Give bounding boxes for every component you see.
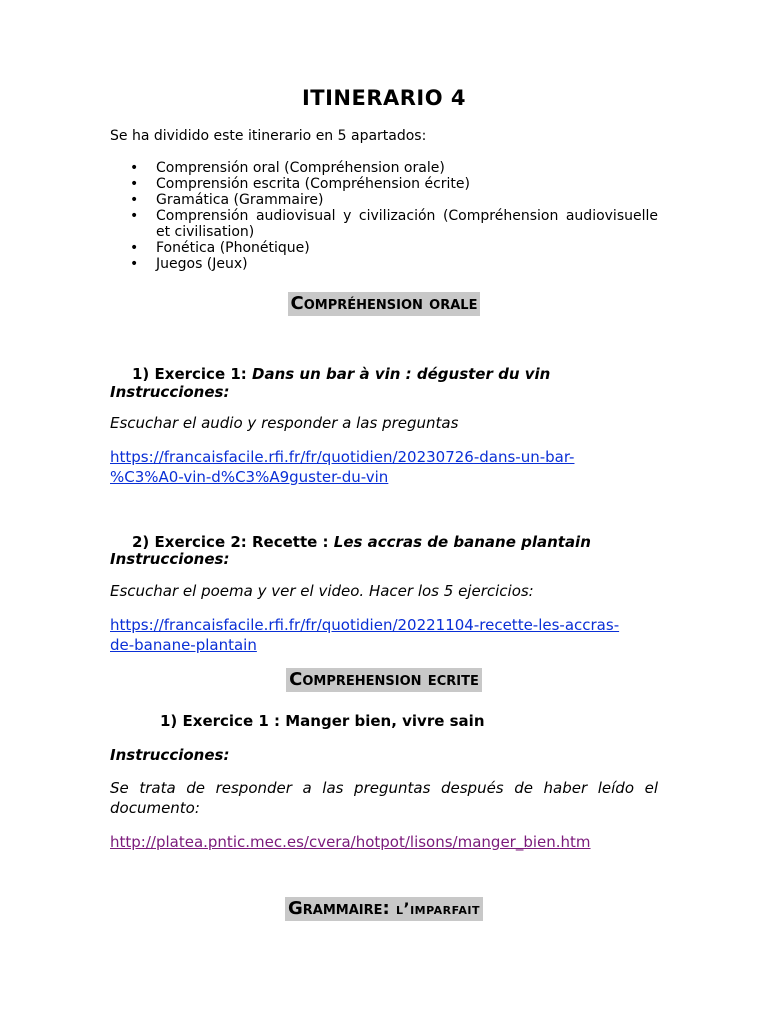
exercise-1-title: 1) Exercice 1 : Manger bien, vivre sain [160, 712, 485, 730]
page-title: ITINERARIO 4 [301, 86, 467, 110]
instructions-label: Instrucciones: [110, 746, 230, 764]
list-item: • Comprensión oral (Compréhension orale) [110, 160, 658, 176]
instructions-label: Instrucciones: [110, 550, 230, 568]
instructions-label: Instrucciones: [110, 383, 230, 401]
exercise-1-link[interactable]: https://francaisfacile.rfi.fr/fr/quotidien/20230726-dans-un-bar- %C3%A0-vin-d%C3%A9guster-du-vin [110, 448, 575, 486]
section-heading-comprehension-ecrite [0, 668, 768, 692]
section-heading-label: Compréhension orale [288, 292, 481, 316]
list-item: • Gramática (Grammaire) [110, 192, 658, 208]
section-heading-label: Comprehension ecrite [286, 668, 482, 692]
section-heading-comprehension-orale [0, 292, 768, 316]
intro-text: Se ha dividido este itinerario en 5 apartados: [110, 128, 427, 144]
topics-list [110, 160, 658, 272]
exercise-2-title: 2) Exercice 2: Recette : Les accras de banane plantain [132, 533, 591, 551]
exercise-link[interactable]: http://platea.pntic.mec.es/cvera/hotpot/lisons/manger_bien.htm [110, 833, 591, 851]
list-item: • Juegos (Jeux) [110, 256, 658, 272]
exercise-2-link[interactable]: https://francaisfacile.rfi.fr/fr/quotidien/20221104-recette-les-accras- de-banane-plantain [110, 616, 620, 654]
section-heading-grammaire [0, 897, 768, 921]
instructions-text: Escuchar el audio y responder a las preguntas [110, 414, 459, 432]
list-item: • Comprensión escrita (Compréhension écrite) [110, 176, 658, 192]
exercise-1-title: 1) Exercice 1: Dans un bar à vin : déguster du vin [132, 365, 551, 383]
section-heading-label: Grammaire: l’imparfait [285, 897, 483, 921]
list-item: • Fonética (Phonétique) [110, 240, 658, 256]
instructions-text: Se trata de responder a las preguntas después de haber leído el documento: [110, 779, 658, 817]
instructions-text: Escuchar el poema y ver el video. Hacer los 5 ejercicios: [110, 582, 534, 600]
list-item: • Comprensión audiovisual y civilización (Compréhension audiovisuelle et civilisation) [110, 208, 658, 240]
